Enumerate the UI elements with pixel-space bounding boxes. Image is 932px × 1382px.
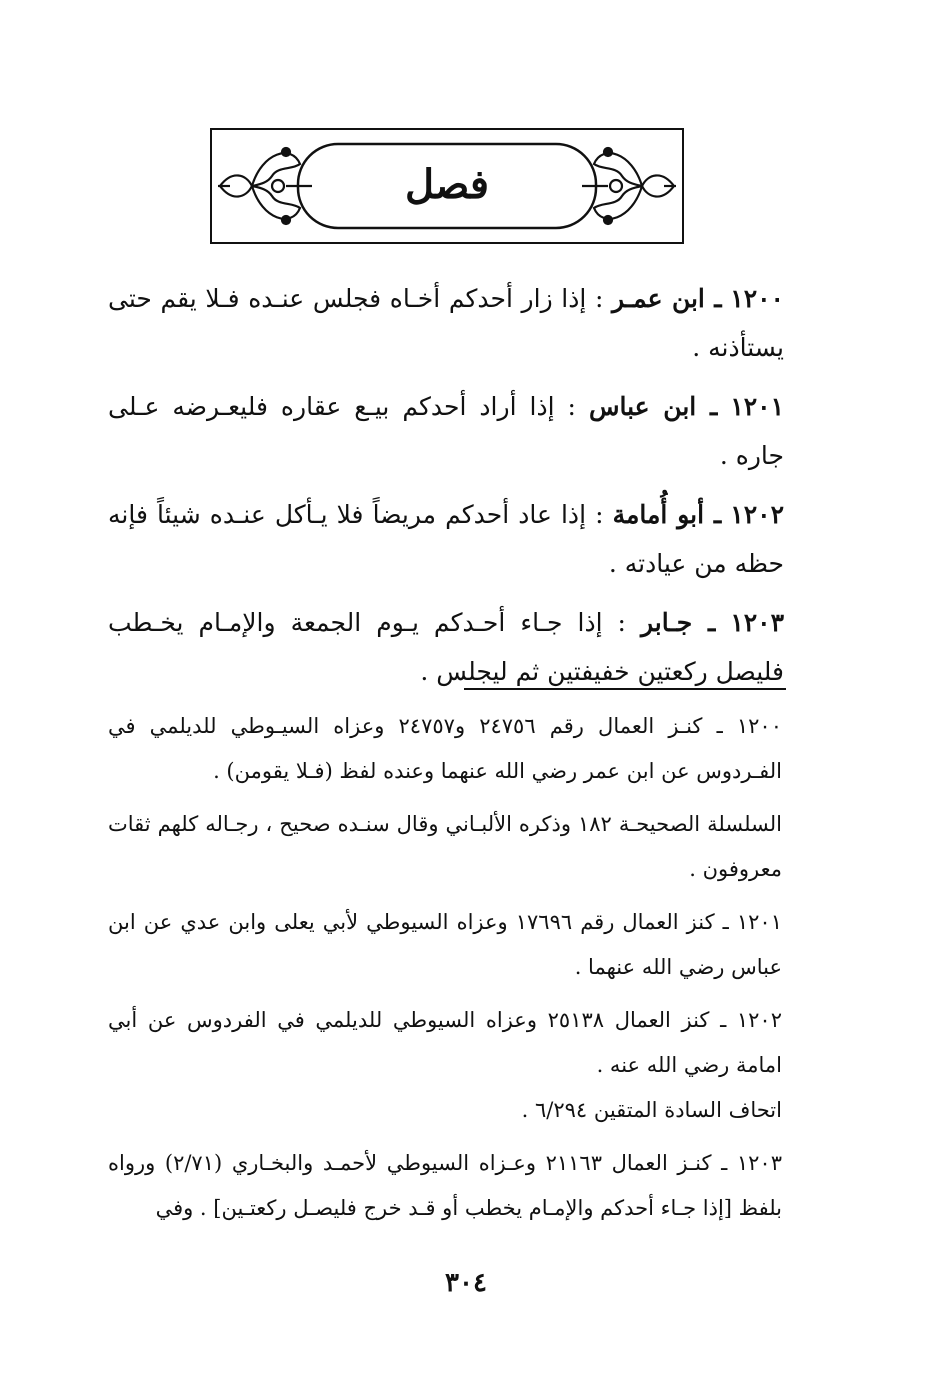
hadith-text: إذا زار أحدكم أخـاه فجلس عنـده فـلا يقم حتى يستأذنه . [108,284,784,362]
footnote: ١٢٠٢ ـ كنز العمال ٢٥١٣٨ وعزاه السيوطي للديلمي في الفردوس عن أبي امامة رضي الله عنه . [108,1008,782,1077]
hadith-narrator: جـابر [641,608,693,637]
footnote: السلسلة الصحيحـة ١٨٢ وذكره الألبـاني وقال سنـده صحيح ، رجـاله كلهم ثقات معروفون . [108,812,782,881]
hadith-number: ١٢٠٠ [730,284,784,313]
hadith-number: ١٢٠١ [730,392,785,421]
hadith-narrator: ابن عمـر [612,284,705,313]
hadith-text: إذا جـاء أحـدكم يـوم الجمعة والإمـام يخـطب فليصل ركعتين خفيفتين ثم ليجلس . [108,608,784,686]
hadith-entry: ١٢٠٢ ـ أبو أُمامة : إذا عاد أحدكم مريضاً فلا يـأكل عنـده شيئاً فإنه حظه من عيادته . [108,500,785,578]
hadith-entry: ١٢٠١ ـ ابن عباس : إذا أراد أحدكم بيـع عقاره فليعـرضه عـلى جاره . [108,392,785,470]
hadith-number: ١٢٠٣ [730,608,785,637]
section-title: فصل [404,161,490,208]
footnote: ١٢٠٣ ـ كنـز العمال ٢١١٦٣ وعـزاه السيوطي لأحمـد والبخـاري (٢/٧١) ورواه بلفظ [إذا جـاء أحدكم والإمـام يخطب أو قـد خرج فليصـل ركعتـين] . وفي [108,1151,782,1220]
hadith-text: إذا عاد أحدكم مريضاً فلا يـأكل عنـده شيئاً فإنه حظه من عيادته . [108,500,784,578]
hadith-entry: ١٢٠٠ ـ ابن عمـر : إذا زار أحدكم أخـاه فجلس عنـده فـلا يقم حتى يستأذنه . [108,284,784,362]
hadith-list [108,274,784,706]
hadith-narrator: ابن عباس [588,392,697,421]
hadith-text: إذا أراد أحدكم بيـع عقاره فليعـرضه عـلى جاره . [108,392,784,470]
hadith-entry: ١٢٠٣ ـ جـابر : إذا جـاء أحـدكم يـوم الجمعة والإمـام يخـطب فليصل ركعتين خفيفتين ثم ليجلس . [108,608,785,686]
page-number: ٣٠٤ [445,1268,487,1298]
hadith-narrator: أبو أُمامة [612,500,705,529]
footnote-divider [464,688,786,690]
section-title-frame [210,128,684,244]
hadith-number: ١٢٠٢ [730,500,785,529]
footnote: ١٢٠١ ـ كنز العمال رقم ١٧٦٩٦ وعزاه السيوطي لأبي يعلى وابن عدي عن ابن عباس رضي الله عنهما . [108,910,782,979]
footnote: اتحاف السادة المتقين ٦/٢٩٤ . [521,1098,782,1122]
footnote: ١٢٠٠ ـ كنـز العمال رقم ٢٤٧٥٦ و٢٤٧٥٧ وعزاه السيـوطي للديلمي في الفـردوس عن ابن عمر رضي الله عنهما وعنده لفظ (فـلا يقومن) . [108,714,782,783]
footnotes [108,704,782,1239]
